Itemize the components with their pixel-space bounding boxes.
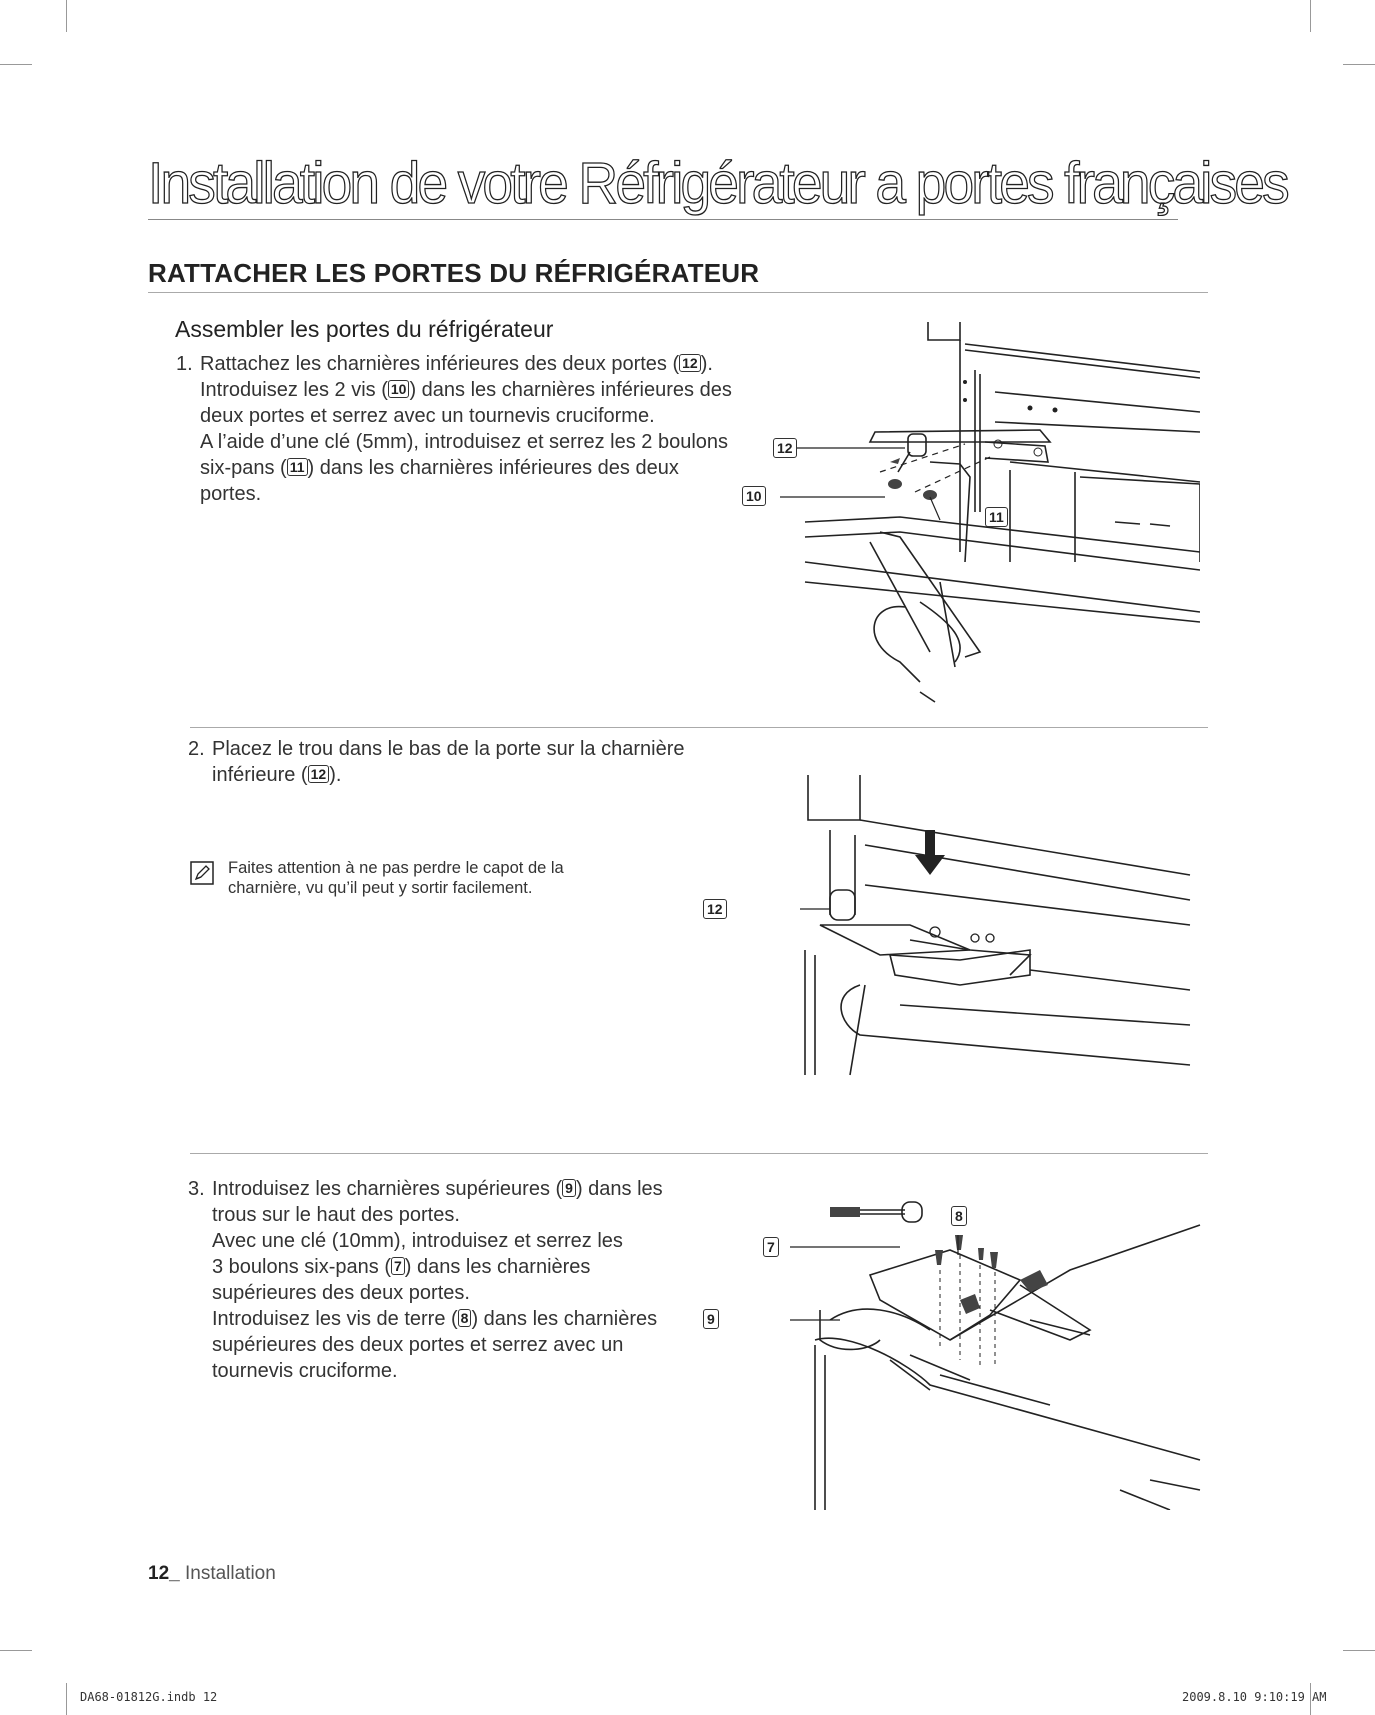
step-line (212, 1176, 732, 1202)
step-number: 1. (176, 353, 193, 375)
callout-7: 7 (763, 1237, 779, 1257)
step-text: portes. (200, 483, 262, 505)
step-text: trous sur le haut des portes. (212, 1204, 460, 1226)
step-line (200, 455, 780, 481)
callout-10: 10 (742, 486, 766, 506)
crop-mark (66, 1683, 67, 1715)
step-line (212, 1202, 732, 1228)
step-line (200, 403, 780, 429)
step-line (212, 1306, 732, 1332)
page-footer (148, 1563, 276, 1585)
step-text: A l’aide d’une clé (5mm), introduisez et serrez les 2 boulons (200, 431, 729, 453)
upper-hinge-figure (790, 1190, 1210, 1510)
step-1-text (176, 351, 780, 507)
callout-12: 12 (773, 438, 797, 458)
step-line (200, 429, 780, 455)
note-line: charnière, vu qu’il peut y sortir facilement. (228, 879, 533, 897)
step-divider (190, 1153, 1208, 1154)
step-text: Avec une clé (10mm), introduisez et serrez les (212, 1230, 623, 1252)
step-text: six-pans ( (200, 457, 287, 479)
step-line (212, 762, 752, 788)
step-text: 3 boulons six-pans ( (212, 1256, 391, 1278)
note-pencil-icon (190, 861, 214, 885)
crop-mark (66, 0, 67, 32)
part-number-badge: 12 (308, 765, 330, 783)
step-text: ) dans les charnières inférieures des (409, 379, 732, 401)
step-line (200, 351, 780, 377)
step-text: deux portes et serrez avec un tournevis cruciforme. (200, 405, 655, 427)
callout-12: 12 (703, 899, 727, 919)
step-text: ) dans les (575, 1178, 663, 1200)
crop-mark (0, 1650, 32, 1651)
step-line (212, 1332, 732, 1358)
step-number: 2. (188, 738, 205, 760)
step-line (200, 377, 780, 403)
note-text (228, 858, 648, 898)
step-text: Introduisez les vis de terre ( (212, 1308, 458, 1330)
step-text: tournevis cruciforme. (212, 1360, 398, 1382)
crop-mark (1343, 1650, 1375, 1651)
step-divider (190, 727, 1208, 728)
step-lines (212, 1176, 732, 1384)
subsection-title: Assembler les portes du réfrigérateur (175, 316, 554, 342)
step-line (212, 736, 752, 762)
step-text: Introduisez les 2 vis ( (200, 379, 388, 401)
footer-section: Installation (184, 1563, 276, 1584)
step-text: ) dans les charnières (471, 1308, 658, 1330)
step-text: ) dans les charnières inférieures des deux (307, 457, 679, 479)
crop-mark (1343, 64, 1375, 65)
step-lines (200, 351, 780, 507)
callout-9: 9 (703, 1309, 719, 1329)
print-slug-left: DA68-01812G.indb 12 (80, 1690, 218, 1704)
step-text: Rattachez les charnières inférieures des deux portes ( (200, 353, 680, 375)
step-text: supérieures des deux portes. (212, 1282, 470, 1304)
part-number-badge: 10 (388, 380, 410, 398)
step-text: Placez le trou dans le bas de la porte sur la charnière (212, 738, 685, 760)
step-lines (212, 736, 752, 788)
step-number: 3. (188, 1178, 205, 1200)
part-number-badge: 12 (679, 354, 701, 372)
step-text: inférieure ( (212, 764, 308, 786)
print-slug-right: 2009.8.10 9:10:19 AM (1182, 1690, 1327, 1704)
section-title: RATTACHER LES PORTES DU RÉFRIGÉRATEUR (148, 258, 760, 288)
step-text: Introduisez les charnières supérieures ( (212, 1178, 563, 1200)
part-number-badge: 11 (287, 458, 308, 476)
callout-11: 11 (985, 507, 1008, 527)
part-number-badge: 7 (391, 1257, 405, 1275)
step-line (200, 481, 780, 507)
step-line (212, 1254, 732, 1280)
step-3-text (188, 1176, 732, 1384)
step-line (212, 1280, 732, 1306)
section-rule (148, 292, 1208, 293)
step-text: ). (700, 353, 713, 375)
page-number: 12_ (148, 1563, 180, 1584)
step-text: ). (329, 764, 342, 786)
title-rule (148, 219, 1178, 220)
step-line (212, 1228, 732, 1254)
page-title: Installation de votre Réfrigérateur a portes françaises (148, 151, 1287, 216)
door-placement-figure (800, 775, 1200, 1085)
part-number-badge: 8 (458, 1309, 472, 1327)
step-text: ) dans les charnières (404, 1256, 591, 1278)
crop-mark (1310, 0, 1311, 32)
part-number-badge: 9 (562, 1179, 576, 1197)
step-2-text (188, 736, 752, 788)
note-line: Faites attention à ne pas perdre le capot de la (228, 859, 564, 877)
callout-8: 8 (951, 1206, 967, 1226)
step-text: supérieures des deux portes et serrez avec un (212, 1334, 624, 1356)
step-line (212, 1358, 732, 1384)
crop-mark (0, 64, 32, 65)
